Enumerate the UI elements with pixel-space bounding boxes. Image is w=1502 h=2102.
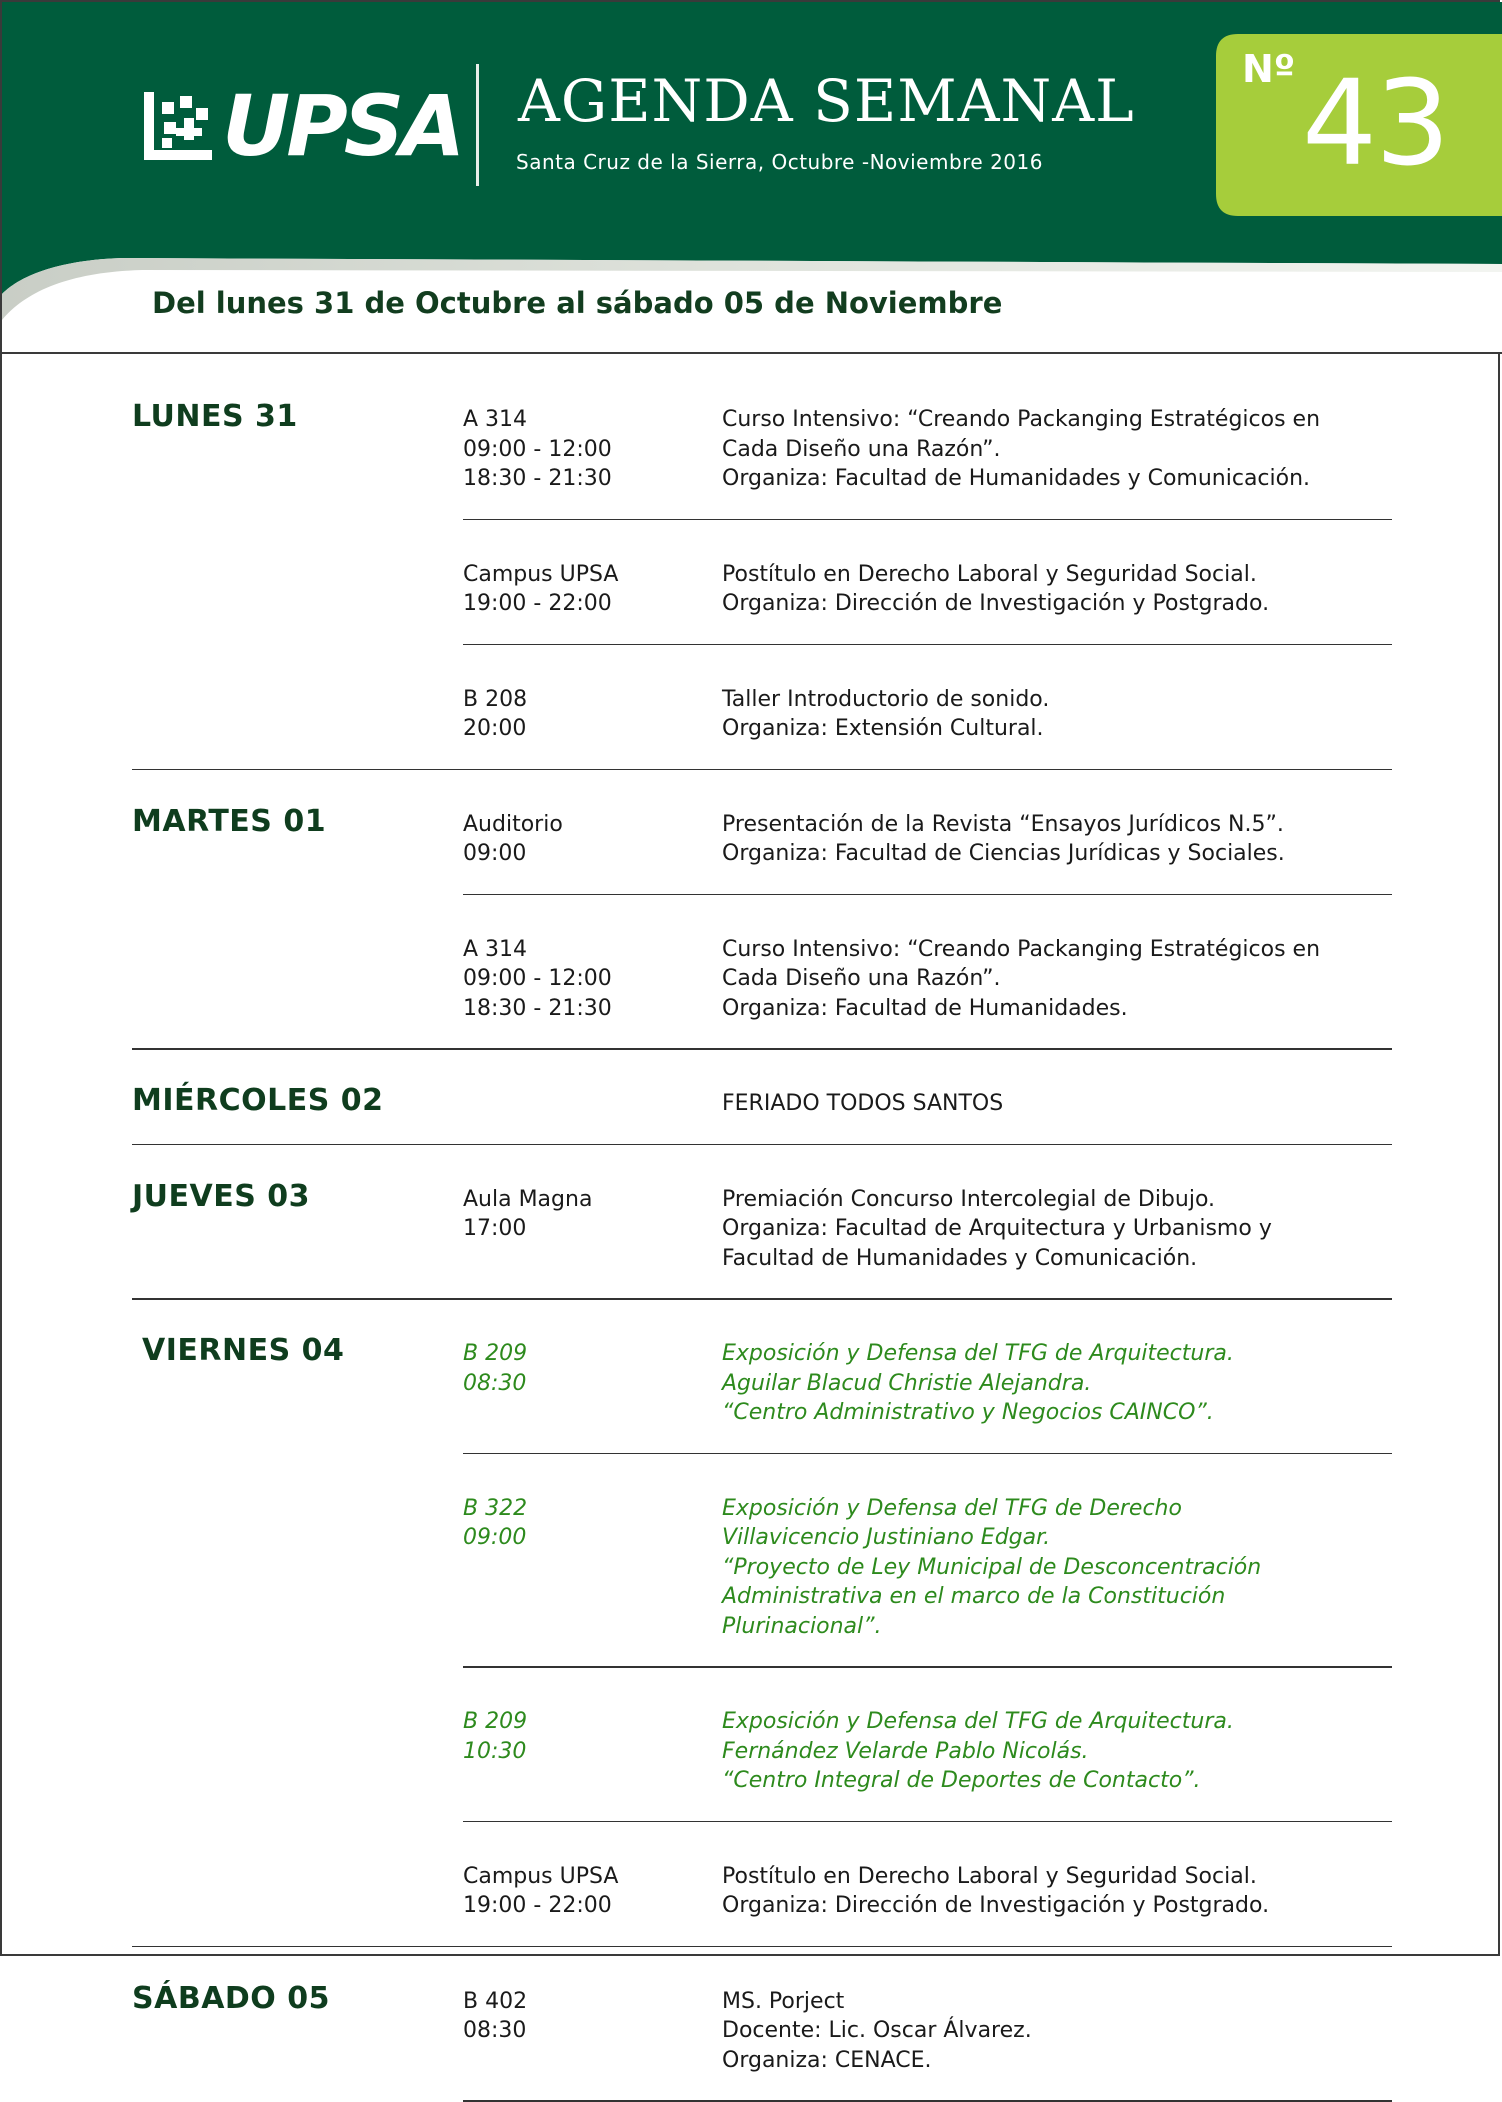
event-location-line: Aula Magna <box>463 1186 593 1212</box>
event-location-line: 09:00 <box>463 841 527 866</box>
event-description-line: Taller Introductorio de sonido. <box>722 686 1050 712</box>
event-separator <box>463 1453 1392 1455</box>
event-description-line: Premiación Concurso Intercolegial de Dibujo. <box>722 1186 1216 1212</box>
event-description <box>722 1185 1412 1274</box>
event-separator <box>463 2100 1392 2102</box>
event-description-line: Villavicencio Justiniano Edgar. <box>722 1525 1051 1550</box>
event-location-line: 08:30 <box>463 1370 527 1396</box>
event-description <box>722 1862 1412 1921</box>
issue-number-label: Nº <box>1242 47 1296 91</box>
event-separator <box>463 1666 1392 1668</box>
header-divider <box>476 64 479 186</box>
event-description-line: Organiza: Extensión Cultural. <box>722 716 1044 741</box>
event-description-line: Curso Intensivo: “Creando Packanging Estratégicos en <box>722 936 1321 962</box>
event-description-line: Postítulo en Derecho Laboral y Seguridad Social. <box>722 561 1257 587</box>
event-location-time <box>463 405 703 494</box>
event-description <box>722 560 1412 619</box>
page-title: AGENDA SEMANAL <box>518 67 1135 135</box>
event-description-line: Organiza: Dirección de Investigación y Postgrado. <box>722 591 1270 616</box>
event-location-time <box>463 1339 703 1398</box>
event-description <box>722 1494 1412 1642</box>
event-location-line: B 209 <box>463 1341 528 1366</box>
upsa-logo-icon <box>140 88 216 164</box>
event-description-line: “Centro Administrativo y Negocios CAINCO”. <box>722 1400 1214 1425</box>
event-description-line: Aguilar Blacud Christie Alejandra. <box>722 1370 1092 1396</box>
event-description <box>722 810 1412 869</box>
event-description <box>722 1339 1412 1428</box>
day-name: JUEVES 03 <box>132 1178 311 1214</box>
day-separator <box>132 769 1392 771</box>
event-description-line: Curso Intensivo: “Creando Packanging Estratégicos en <box>722 407 1321 432</box>
week-range: Del lunes 31 de Octubre al sábado 05 de Noviembre <box>152 286 1003 320</box>
event-description <box>722 405 1412 494</box>
event-location-line: 17:00 <box>463 1216 527 1241</box>
event-description-line: Postítulo en Derecho Laboral y Seguridad Social. <box>722 1863 1257 1889</box>
event-description-line: Fernández Velarde Pablo Nicolás. <box>722 1738 1089 1764</box>
event-description-line: Docente: Lic. Oscar Álvarez. <box>722 2018 1032 2043</box>
event-description-line: “Proyecto de Ley Municipal de Desconcentración <box>722 1554 1262 1580</box>
event-location-time <box>463 1862 703 1921</box>
event-description <box>722 1089 1412 1119</box>
event-location-line: 20:00 <box>463 716 527 741</box>
event-location-line: B 402 <box>463 1988 528 2014</box>
event-location-line: B 322 <box>463 1495 528 1521</box>
event-separator <box>463 1821 1392 1823</box>
event-description-line: Organiza: Facultad de Arquitectura y Urbanismo y <box>722 1216 1272 1241</box>
event-location-line: A 314 <box>463 407 528 432</box>
header <box>2 2 1502 354</box>
event-location-line: 19:00 - 22:00 <box>463 591 612 616</box>
event-description-line: FERIADO TODOS SANTOS <box>722 1091 1004 1116</box>
event-description-line: “Centro Integral de Deportes de Contacto”. <box>722 1768 1201 1793</box>
event-location-line: B 208 <box>463 686 528 712</box>
event-location-time <box>463 1494 703 1553</box>
event-location-line: A 314 <box>463 936 528 962</box>
event-description-line: MS. Porject <box>722 1988 845 2014</box>
event-description-line: Organiza: Facultad de Humanidades y Comunicación. <box>722 466 1311 491</box>
header-bottom-border <box>2 352 1502 354</box>
day-name: SÁBADO 05 <box>132 1980 331 2016</box>
event-location-time <box>463 560 703 619</box>
event-location-line: 10:30 <box>463 1738 527 1764</box>
event-location-time <box>463 1707 703 1766</box>
event-location-line: Campus UPSA <box>463 1863 619 1889</box>
event-description-line: Exposición y Defensa del TFG de Arquitectura. <box>722 1341 1234 1366</box>
event-separator <box>463 644 1392 646</box>
event-location-line: B 209 <box>463 1709 528 1734</box>
issue-number: 43 <box>1302 54 1449 192</box>
event-description-line: Plurinacional”. <box>722 1613 882 1639</box>
event-location-line: Auditorio <box>463 811 563 837</box>
day-separator <box>132 1048 1392 1050</box>
day-name: LUNES 31 <box>132 399 298 434</box>
day-separator <box>132 1298 1392 1300</box>
day-name: VIERNES 04 <box>142 1333 345 1368</box>
event-description-line: Organiza: Dirección de Investigación y Postgrado. <box>722 1893 1270 1918</box>
event-location-line: 09:00 - 12:00 <box>463 966 612 991</box>
event-description-line: Exposición y Defensa del TFG de Derecho <box>722 1495 1182 1521</box>
event-location-line: 18:30 - 21:30 <box>463 466 612 491</box>
event-description-line: Organiza: CENACE. <box>722 2047 932 2073</box>
event-description-line: Cada Diseño una Razón”. <box>722 436 1001 462</box>
event-description-line: Organiza: Facultad de Humanidades. <box>722 995 1128 1021</box>
event-location-time <box>463 1185 703 1244</box>
event-location-time <box>463 810 703 869</box>
event-description-line: Cada Diseño una Razón”. <box>722 966 1001 991</box>
day-separator <box>132 1946 1392 1948</box>
upsa-logo <box>140 77 462 175</box>
day-name: MARTES 01 <box>132 803 327 839</box>
event-description-line: Organiza: Facultad de Ciencias Jurídicas y Sociales. <box>722 841 1285 866</box>
day-separator <box>132 1144 1392 1146</box>
event-location-time <box>463 1987 703 2046</box>
page-subtitle: Santa Cruz de la Sierra, Octubre -Noviembre 2016 <box>516 150 1043 174</box>
day-name: MIÉRCOLES 02 <box>132 1083 384 1118</box>
event-description-line: Administrativa en el marco de la Constitución <box>722 1584 1226 1609</box>
logo-text: UPSA <box>222 77 462 175</box>
event-description <box>722 935 1412 1024</box>
event-location-line: Campus UPSA <box>463 561 619 587</box>
event-location-line: 08:30 <box>463 2018 527 2043</box>
event-location-line: 18:30 - 21:30 <box>463 995 612 1021</box>
event-separator <box>463 519 1392 521</box>
event-description <box>722 685 1412 744</box>
event-location-time <box>463 935 703 1024</box>
event-description-line: Exposición y Defensa del TFG de Arquitectura. <box>722 1709 1234 1734</box>
event-description-line: Presentación de la Revista “Ensayos Jurídicos N.5”. <box>722 811 1284 837</box>
event-location-time <box>463 685 703 744</box>
event-location-line: 19:00 - 22:00 <box>463 1893 612 1918</box>
event-separator <box>463 894 1392 896</box>
event-description <box>722 1987 1412 2076</box>
event-description-line: Facultad de Humanidades y Comunicación. <box>722 1245 1198 1271</box>
event-location-line: 09:00 <box>463 1525 527 1550</box>
event-description <box>722 1707 1412 1796</box>
event-location-line: 09:00 - 12:00 <box>463 436 612 462</box>
